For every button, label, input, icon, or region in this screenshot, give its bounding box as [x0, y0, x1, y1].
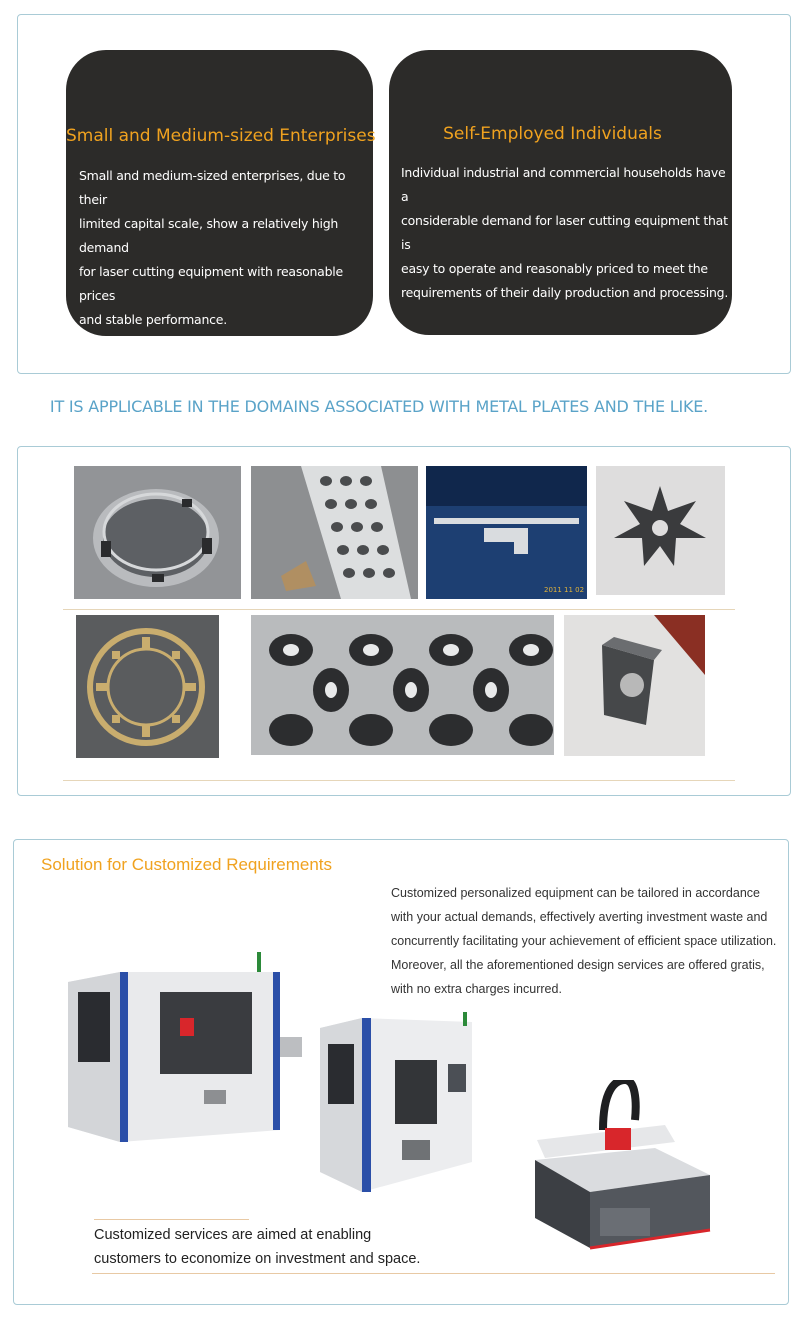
photo-metal-ring — [74, 466, 241, 599]
machine-enclosed-large — [68, 952, 310, 1157]
solution-text: Customized personalized equipment can be tailored in accordance with your actual demands, effectively averting investment waste and concurrently facilitating your achievement of efficient space utilization. Moreover, all the aforementioned design services are offered gratis, with no extra charges incurred. — [391, 886, 777, 996]
domains-headline: IT IS APPLICABLE IN THE DOMAINS ASSOCIATED WITH METAL PLATES AND THE LIKE. — [49, 397, 709, 416]
card-text-sme: Small and medium-sized enterprises, due to their limited capital scale, show a relatively high demand for laser cutting equipment with reasonable prices and stable performance. — [79, 168, 346, 327]
caption-divider-top — [94, 1219, 249, 1220]
solution-title: Solution for Customized Requirements — [41, 855, 333, 874]
machine-enclosed-compact — [320, 1012, 480, 1200]
photo-cut-parts-blue — [426, 466, 587, 599]
card-title-self-employed: Self-Employed Individuals — [443, 124, 662, 144]
audience-card-sme — [66, 50, 376, 336]
caption-divider-bottom — [92, 1273, 775, 1274]
photo-thick-part — [564, 615, 705, 756]
card-text-self-employed: Individual industrial and commercial households have a considerable demand for laser cutting equipment that is easy to operate and reasonably priced to meet the requirements of their daily production and processing. — [401, 165, 729, 300]
photo-perforated-sheet — [251, 466, 418, 599]
audience-card-self-employed — [389, 50, 732, 335]
gallery-divider-top — [63, 609, 735, 610]
solution-caption: Customized services are aimed at enabling customers to economize on investment and space. — [94, 1227, 421, 1267]
machine-open-table — [525, 1080, 715, 1260]
photo-date-stamp: 2011 11 02 — [544, 586, 585, 594]
card-title-sme: Small and Medium-sized Enterprises — [66, 126, 376, 146]
photo-damask-pattern — [251, 615, 554, 755]
gallery-divider-bottom — [63, 780, 735, 781]
photo-clock-face — [76, 615, 219, 758]
photo-star-part — [596, 466, 725, 595]
